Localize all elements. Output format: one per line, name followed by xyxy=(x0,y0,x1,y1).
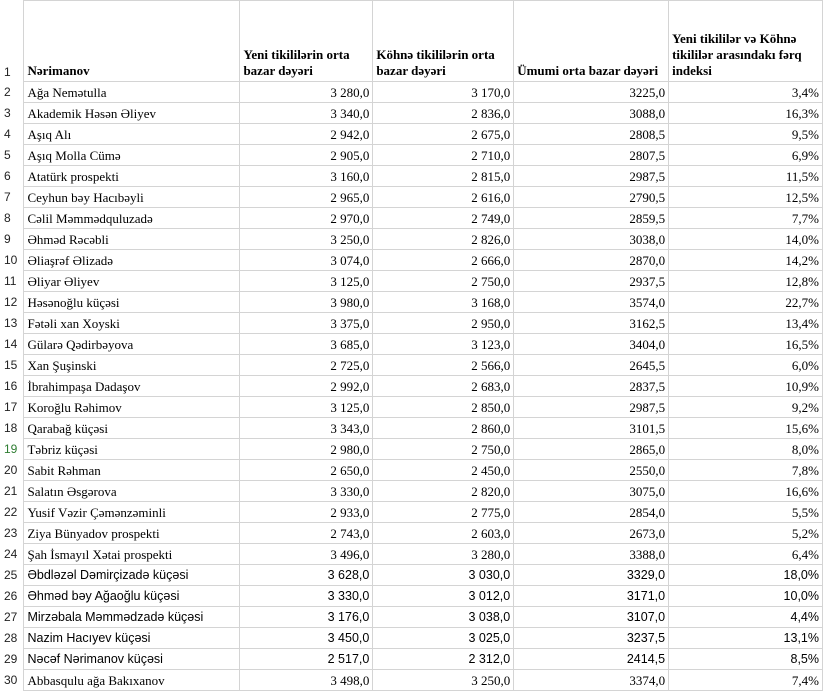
cell-street-name[interactable]: Sabit Rəhman xyxy=(24,460,240,481)
cell-total-avg[interactable]: 2414,5 xyxy=(514,649,669,670)
cell-total-avg[interactable]: 2854,0 xyxy=(514,502,669,523)
cell-old-avg[interactable]: 2 850,0 xyxy=(373,397,514,418)
table-row xyxy=(0,208,823,229)
cell-total-avg[interactable]: 3101,5 xyxy=(514,418,669,439)
table-row xyxy=(0,292,823,313)
cell-street-name[interactable]: İbrahimpaşa Dadaşov xyxy=(24,376,240,397)
row-number[interactable]: 9 xyxy=(0,229,24,250)
cell-new-avg[interactable]: 3 125,0 xyxy=(240,397,373,418)
cell-total-avg[interactable]: 2645,5 xyxy=(514,355,669,376)
cell-diff-index[interactable]: 5,2% xyxy=(669,523,823,544)
table-row xyxy=(0,586,823,607)
row-number[interactable]: 23 xyxy=(0,523,24,544)
cell-street-name[interactable]: Fətəli xan Xoyski xyxy=(24,313,240,334)
cell-total-avg[interactable]: 2987,5 xyxy=(514,166,669,187)
cell-diff-index[interactable]: 6,4% xyxy=(669,544,823,565)
cell-diff-index[interactable]: 11,5% xyxy=(669,166,823,187)
table-row xyxy=(0,376,823,397)
cell-old-avg[interactable]: 2 312,0 xyxy=(373,649,514,670)
cell-diff-index[interactable]: 13,4% xyxy=(669,313,823,334)
cell-new-avg[interactable]: 3 160,0 xyxy=(240,166,373,187)
cell-old-avg[interactable]: 2 860,0 xyxy=(373,418,514,439)
table-row xyxy=(0,124,823,145)
cell-total-avg[interactable]: 2937,5 xyxy=(514,271,669,292)
cell-street-name[interactable]: Abbasqulu ağa Bakıxanov xyxy=(24,670,240,691)
row-number[interactable]: 24 xyxy=(0,544,24,565)
cell-old-avg[interactable]: 2 820,0 xyxy=(373,481,514,502)
cell-new-avg[interactable]: 2 942,0 xyxy=(240,124,373,145)
cell-old-avg[interactable]: 3 250,0 xyxy=(373,670,514,691)
cell-new-avg[interactable]: 3 496,0 xyxy=(240,544,373,565)
cell-old-avg[interactable]: 3 170,0 xyxy=(373,82,514,103)
cell-diff-index[interactable]: 13,1% xyxy=(669,628,823,649)
cell-new-avg[interactable]: 3 628,0 xyxy=(240,565,373,586)
table-row xyxy=(0,565,823,586)
row-number[interactable]: 5 xyxy=(0,145,24,166)
row-number[interactable]: 28 xyxy=(0,628,24,649)
cell-old-avg[interactable]: 3 038,0 xyxy=(373,607,514,628)
cell-street-name[interactable]: Həsənoğlu küçəsi xyxy=(24,292,240,313)
row-number[interactable]: 25 xyxy=(0,565,24,586)
cell-street-name[interactable]: Şah İsmayıl Xətai prospekti xyxy=(24,544,240,565)
cell-new-avg[interactable]: 2 905,0 xyxy=(240,145,373,166)
cell-street-name[interactable]: Yusif Vəzir Çəmənzəminli xyxy=(24,502,240,523)
cell-new-avg[interactable]: 2 743,0 xyxy=(240,523,373,544)
row-number[interactable]: 27 xyxy=(0,607,24,628)
cell-total-avg[interactable]: 3388,0 xyxy=(514,544,669,565)
cell-street-name[interactable]: Cəlil Məmmədquluzadə xyxy=(24,208,240,229)
cell-old-avg[interactable]: 2 950,0 xyxy=(373,313,514,334)
cell-street-name[interactable]: Aşıq Molla Cümə xyxy=(24,145,240,166)
cell-old-avg[interactable]: 2 683,0 xyxy=(373,376,514,397)
table-row xyxy=(0,670,823,691)
cell-diff-index[interactable]: 10,0% xyxy=(669,586,823,607)
table-row xyxy=(0,355,823,376)
row-number[interactable]: 14 xyxy=(0,334,24,355)
row-number[interactable]: 6 xyxy=(0,166,24,187)
cell-new-avg[interactable]: 2 980,0 xyxy=(240,439,373,460)
row-number[interactable]: 7 xyxy=(0,187,24,208)
cell-total-avg[interactable]: 3088,0 xyxy=(514,103,669,124)
cell-new-avg[interactable]: 2 650,0 xyxy=(240,460,373,481)
header-cell-new-avg[interactable]: Yeni tikililərin orta bazar dəyəri xyxy=(240,1,373,82)
cell-diff-index[interactable]: 8,0% xyxy=(669,439,823,460)
cell-old-avg[interactable]: 2 616,0 xyxy=(373,187,514,208)
row-number[interactable]: 12 xyxy=(0,292,24,313)
cell-total-avg[interactable]: 3574,0 xyxy=(514,292,669,313)
cell-total-avg[interactable]: 3171,0 xyxy=(514,586,669,607)
header-cell-total-avg[interactable]: Ümumi orta bazar dəyəri xyxy=(514,1,669,82)
cell-old-avg[interactable]: 2 775,0 xyxy=(373,502,514,523)
cell-old-avg[interactable]: 2 666,0 xyxy=(373,250,514,271)
cell-new-avg[interactable]: 3 125,0 xyxy=(240,271,373,292)
row-number[interactable]: 16 xyxy=(0,376,24,397)
cell-old-avg[interactable]: 2 566,0 xyxy=(373,355,514,376)
cell-new-avg[interactable]: 3 330,0 xyxy=(240,586,373,607)
row-number[interactable]: 22 xyxy=(0,502,24,523)
row-number[interactable]: 2 xyxy=(0,82,24,103)
cell-new-avg[interactable]: 2 933,0 xyxy=(240,502,373,523)
cell-new-avg[interactable]: 3 375,0 xyxy=(240,313,373,334)
cell-new-avg[interactable]: 3 450,0 xyxy=(240,628,373,649)
cell-street-name[interactable]: Qarabağ küçəsi xyxy=(24,418,240,439)
cell-old-avg[interactable]: 2 450,0 xyxy=(373,460,514,481)
table-row xyxy=(0,481,823,502)
row-number[interactable]: 13 xyxy=(0,313,24,334)
cell-diff-index[interactable]: 14,2% xyxy=(669,250,823,271)
cell-street-name[interactable]: Mirzəbala Məmmədzadə küçəsi xyxy=(24,607,240,628)
row-number[interactable]: 11 xyxy=(0,271,24,292)
cell-old-avg[interactable]: 3 280,0 xyxy=(373,544,514,565)
table-row xyxy=(0,460,823,481)
cell-street-name[interactable]: Ağa Nemətulla xyxy=(24,82,240,103)
row-number[interactable]: 15 xyxy=(0,355,24,376)
row-number[interactable]: 21 xyxy=(0,481,24,502)
cell-new-avg[interactable]: 3 250,0 xyxy=(240,229,373,250)
table-row xyxy=(0,607,823,628)
cell-old-avg[interactable]: 3 168,0 xyxy=(373,292,514,313)
cell-street-name[interactable]: Xan Şuşinski xyxy=(24,355,240,376)
cell-old-avg[interactable]: 2 836,0 xyxy=(373,103,514,124)
cell-total-avg[interactable]: 2673,0 xyxy=(514,523,669,544)
header-cell-diff-index[interactable]: Yeni tikililər və Köhnə tikililər arasındakı fərq indeksi xyxy=(669,1,823,82)
cell-diff-index[interactable]: 16,5% xyxy=(669,334,823,355)
table-row xyxy=(0,82,823,103)
cell-total-avg[interactable]: 2865,0 xyxy=(514,439,669,460)
cell-diff-index[interactable]: 8,5% xyxy=(669,649,823,670)
cell-diff-index[interactable]: 12,8% xyxy=(669,271,823,292)
cell-old-avg[interactable]: 3 025,0 xyxy=(373,628,514,649)
cell-street-name[interactable]: Gülarə Qədirbəyova xyxy=(24,334,240,355)
cell-diff-index[interactable]: 7,7% xyxy=(669,208,823,229)
cell-diff-index[interactable]: 22,7% xyxy=(669,292,823,313)
cell-street-name[interactable]: Əliaşrəf Əlizadə xyxy=(24,250,240,271)
cell-street-name[interactable]: Atatürk prospekti xyxy=(24,166,240,187)
cell-street-name[interactable]: Ceyhun bəy Hacıbəyli xyxy=(24,187,240,208)
table-row xyxy=(0,313,823,334)
row-number[interactable]: 20 xyxy=(0,460,24,481)
table-row xyxy=(0,628,823,649)
cell-street-name[interactable]: Salatın Əsgərova xyxy=(24,481,240,502)
cell-total-avg[interactable]: 2837,5 xyxy=(514,376,669,397)
row-number[interactable]: 3 xyxy=(0,103,24,124)
cell-total-avg[interactable]: 2987,5 xyxy=(514,397,669,418)
row-number[interactable]: 18 xyxy=(0,418,24,439)
table-row xyxy=(0,544,823,565)
table-row xyxy=(0,502,823,523)
cell-diff-index[interactable]: 9,5% xyxy=(669,124,823,145)
cell-diff-index[interactable]: 4,4% xyxy=(669,607,823,628)
cell-new-avg[interactable]: 3 343,0 xyxy=(240,418,373,439)
cell-old-avg[interactable]: 2 826,0 xyxy=(373,229,514,250)
row-number[interactable]: 4 xyxy=(0,124,24,145)
cell-total-avg[interactable]: 2807,5 xyxy=(514,145,669,166)
cell-total-avg[interactable]: 3329,0 xyxy=(514,565,669,586)
table-row xyxy=(0,229,823,250)
cell-new-avg[interactable]: 3 685,0 xyxy=(240,334,373,355)
row-number[interactable]: 8 xyxy=(0,208,24,229)
cell-new-avg[interactable]: 2 992,0 xyxy=(240,376,373,397)
table-row xyxy=(0,250,823,271)
cell-diff-index[interactable]: 12,5% xyxy=(669,187,823,208)
cell-total-avg[interactable]: 3237,5 xyxy=(514,628,669,649)
cell-street-name[interactable]: Nazim Hacıyev küçəsi xyxy=(24,628,240,649)
cell-street-name[interactable]: Akademik Həsən Əliyev xyxy=(24,103,240,124)
row-number[interactable]: 1 xyxy=(0,1,24,82)
cell-diff-index[interactable]: 9,2% xyxy=(669,397,823,418)
cell-diff-index[interactable]: 16,3% xyxy=(669,103,823,124)
cell-street-name[interactable]: Aşıq Alı xyxy=(24,124,240,145)
cell-street-name[interactable]: Əhməd bəy Ağaoğlu küçəsi xyxy=(24,586,240,607)
row-number[interactable]: 17 xyxy=(0,397,24,418)
cell-old-avg[interactable]: 3 012,0 xyxy=(373,586,514,607)
cell-new-avg[interactable]: 3 176,0 xyxy=(240,607,373,628)
cell-total-avg[interactable]: 2550,0 xyxy=(514,460,669,481)
cell-new-avg[interactable]: 2 970,0 xyxy=(240,208,373,229)
table-row xyxy=(0,418,823,439)
cell-new-avg[interactable]: 3 980,0 xyxy=(240,292,373,313)
table-row xyxy=(0,145,823,166)
cell-old-avg[interactable]: 3 123,0 xyxy=(373,334,514,355)
cell-total-avg[interactable]: 3107,0 xyxy=(514,607,669,628)
cell-total-avg[interactable]: 3374,0 xyxy=(514,670,669,691)
cell-diff-index[interactable]: 5,5% xyxy=(669,502,823,523)
cell-old-avg[interactable]: 2 750,0 xyxy=(373,271,514,292)
cell-total-avg[interactable]: 3075,0 xyxy=(514,481,669,502)
cell-total-avg[interactable]: 3225,0 xyxy=(514,82,669,103)
cell-new-avg[interactable]: 3 280,0 xyxy=(240,82,373,103)
cell-diff-index[interactable]: 6,9% xyxy=(669,145,823,166)
row-number[interactable]: 29 xyxy=(0,649,24,670)
cell-street-name[interactable]: Təbriz küçəsi xyxy=(24,439,240,460)
cell-street-name[interactable]: Ziya Bünyadov prospekti xyxy=(24,523,240,544)
table-row xyxy=(0,187,823,208)
cell-new-avg[interactable]: 2 725,0 xyxy=(240,355,373,376)
header-cell-old-avg[interactable]: Köhnə tikililərin orta bazar dəyəri xyxy=(373,1,514,82)
cell-diff-index[interactable]: 15,6% xyxy=(669,418,823,439)
table-row xyxy=(0,397,823,418)
cell-total-avg[interactable]: 2859,5 xyxy=(514,208,669,229)
cell-street-name[interactable]: Əliyar Əliyev xyxy=(24,271,240,292)
cell-old-avg[interactable]: 2 815,0 xyxy=(373,166,514,187)
cell-new-avg[interactable]: 3 330,0 xyxy=(240,481,373,502)
cell-diff-index[interactable]: 7,4% xyxy=(669,670,823,691)
table-row xyxy=(0,523,823,544)
cell-street-name[interactable]: Əhməd Rəcəbli xyxy=(24,229,240,250)
cell-street-name[interactable]: Əbdləzəl Dəmirçizadə küçəsi xyxy=(24,565,240,586)
cell-total-avg[interactable]: 2808,5 xyxy=(514,124,669,145)
cell-total-avg[interactable]: 2870,0 xyxy=(514,250,669,271)
cell-diff-index[interactable]: 7,8% xyxy=(669,460,823,481)
cell-total-avg[interactable]: 3038,0 xyxy=(514,229,669,250)
table-row xyxy=(0,166,823,187)
cell-old-avg[interactable]: 2 710,0 xyxy=(373,145,514,166)
row-number[interactable]: 30 xyxy=(0,670,24,691)
cell-total-avg[interactable]: 2790,5 xyxy=(514,187,669,208)
cell-diff-index[interactable]: 10,9% xyxy=(669,376,823,397)
cell-old-avg[interactable]: 2 675,0 xyxy=(373,124,514,145)
header-cell-district[interactable]: Nərimanov xyxy=(24,1,240,82)
table-row xyxy=(0,103,823,124)
cell-new-avg[interactable]: 3 340,0 xyxy=(240,103,373,124)
cell-old-avg[interactable]: 2 603,0 xyxy=(373,523,514,544)
cell-new-avg[interactable]: 2 965,0 xyxy=(240,187,373,208)
cell-diff-index[interactable]: 3,4% xyxy=(669,82,823,103)
cell-new-avg[interactable]: 3 074,0 xyxy=(240,250,373,271)
cell-diff-index[interactable]: 14,0% xyxy=(669,229,823,250)
cell-total-avg[interactable]: 3162,5 xyxy=(514,313,669,334)
cell-old-avg[interactable]: 2 750,0 xyxy=(373,439,514,460)
cell-old-avg[interactable]: 2 749,0 xyxy=(373,208,514,229)
table-row xyxy=(0,334,823,355)
header-row xyxy=(0,1,823,82)
cell-diff-index[interactable]: 18,0% xyxy=(669,565,823,586)
cell-total-avg[interactable]: 3404,0 xyxy=(514,334,669,355)
cell-new-avg[interactable]: 2 517,0 xyxy=(240,649,373,670)
cell-diff-index[interactable]: 16,6% xyxy=(669,481,823,502)
cell-new-avg[interactable]: 3 498,0 xyxy=(240,670,373,691)
table-row xyxy=(0,649,823,670)
cell-street-name[interactable]: Koroğlu Rəhimov xyxy=(24,397,240,418)
row-number[interactable]: 19 xyxy=(0,439,24,460)
cell-old-avg[interactable]: 3 030,0 xyxy=(373,565,514,586)
table-row xyxy=(0,271,823,292)
row-number[interactable]: 10 xyxy=(0,250,24,271)
cell-diff-index[interactable]: 6,0% xyxy=(669,355,823,376)
cell-street-name[interactable]: Nəcəf Nərimanov küçəsi xyxy=(24,649,240,670)
row-number[interactable]: 26 xyxy=(0,586,24,607)
table-row xyxy=(0,439,823,460)
